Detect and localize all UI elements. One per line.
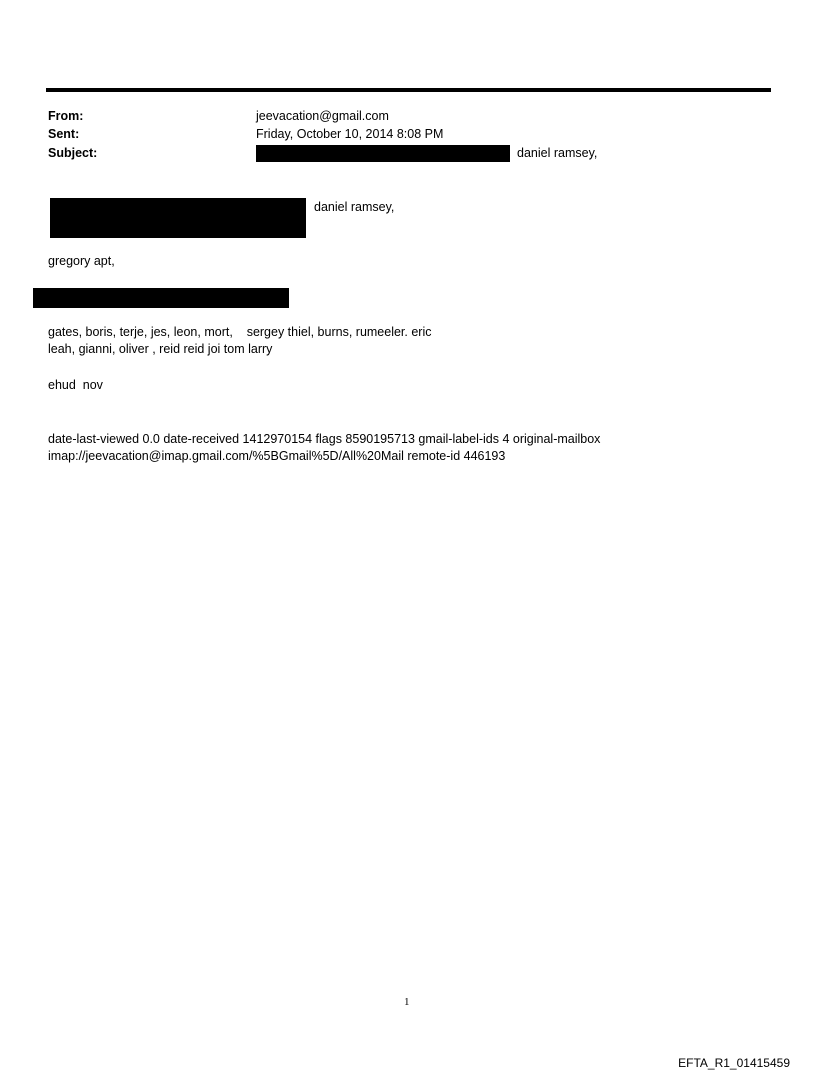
subject-visible-text: daniel ramsey,: [517, 146, 598, 160]
body-line-ehud: ehud nov: [48, 378, 103, 392]
metadata-line-2: imap://jeevacation@imap.gmail.com/%5BGmail%5D/All%20Mail remote-id 446193: [48, 449, 506, 463]
from-label: From:: [48, 109, 84, 123]
body-line-gregory: gregory apt,: [48, 254, 115, 268]
subject-label: Subject:: [48, 146, 98, 160]
page-number: 1: [404, 996, 410, 1008]
subject-redaction: [256, 145, 510, 162]
body-names-line-1: gates, boris, terje, jes, leon, mort, sergey thiel, burns, rumeeler. eric: [48, 325, 432, 339]
sent-label: Sent:: [48, 127, 80, 141]
document-id: EFTA_R1_01415459: [678, 1056, 790, 1070]
sent-value: Friday, October 10, 2014 8:08 PM: [256, 127, 444, 141]
body-names-line-2: leah, gianni, oliver , reid reid joi tom larry: [48, 342, 273, 356]
body-redaction-1: [50, 198, 306, 238]
header-rule: [46, 88, 771, 92]
from-value: jeevacation@gmail.com: [256, 109, 389, 123]
metadata-line-1: date-last-viewed 0.0 date-received 1412970154 flags 8590195713 gmail-label-ids 4 original-mailbox: [48, 432, 601, 446]
body-redaction-2: [33, 288, 289, 308]
body-line-ramsey: daniel ramsey,: [314, 200, 395, 214]
